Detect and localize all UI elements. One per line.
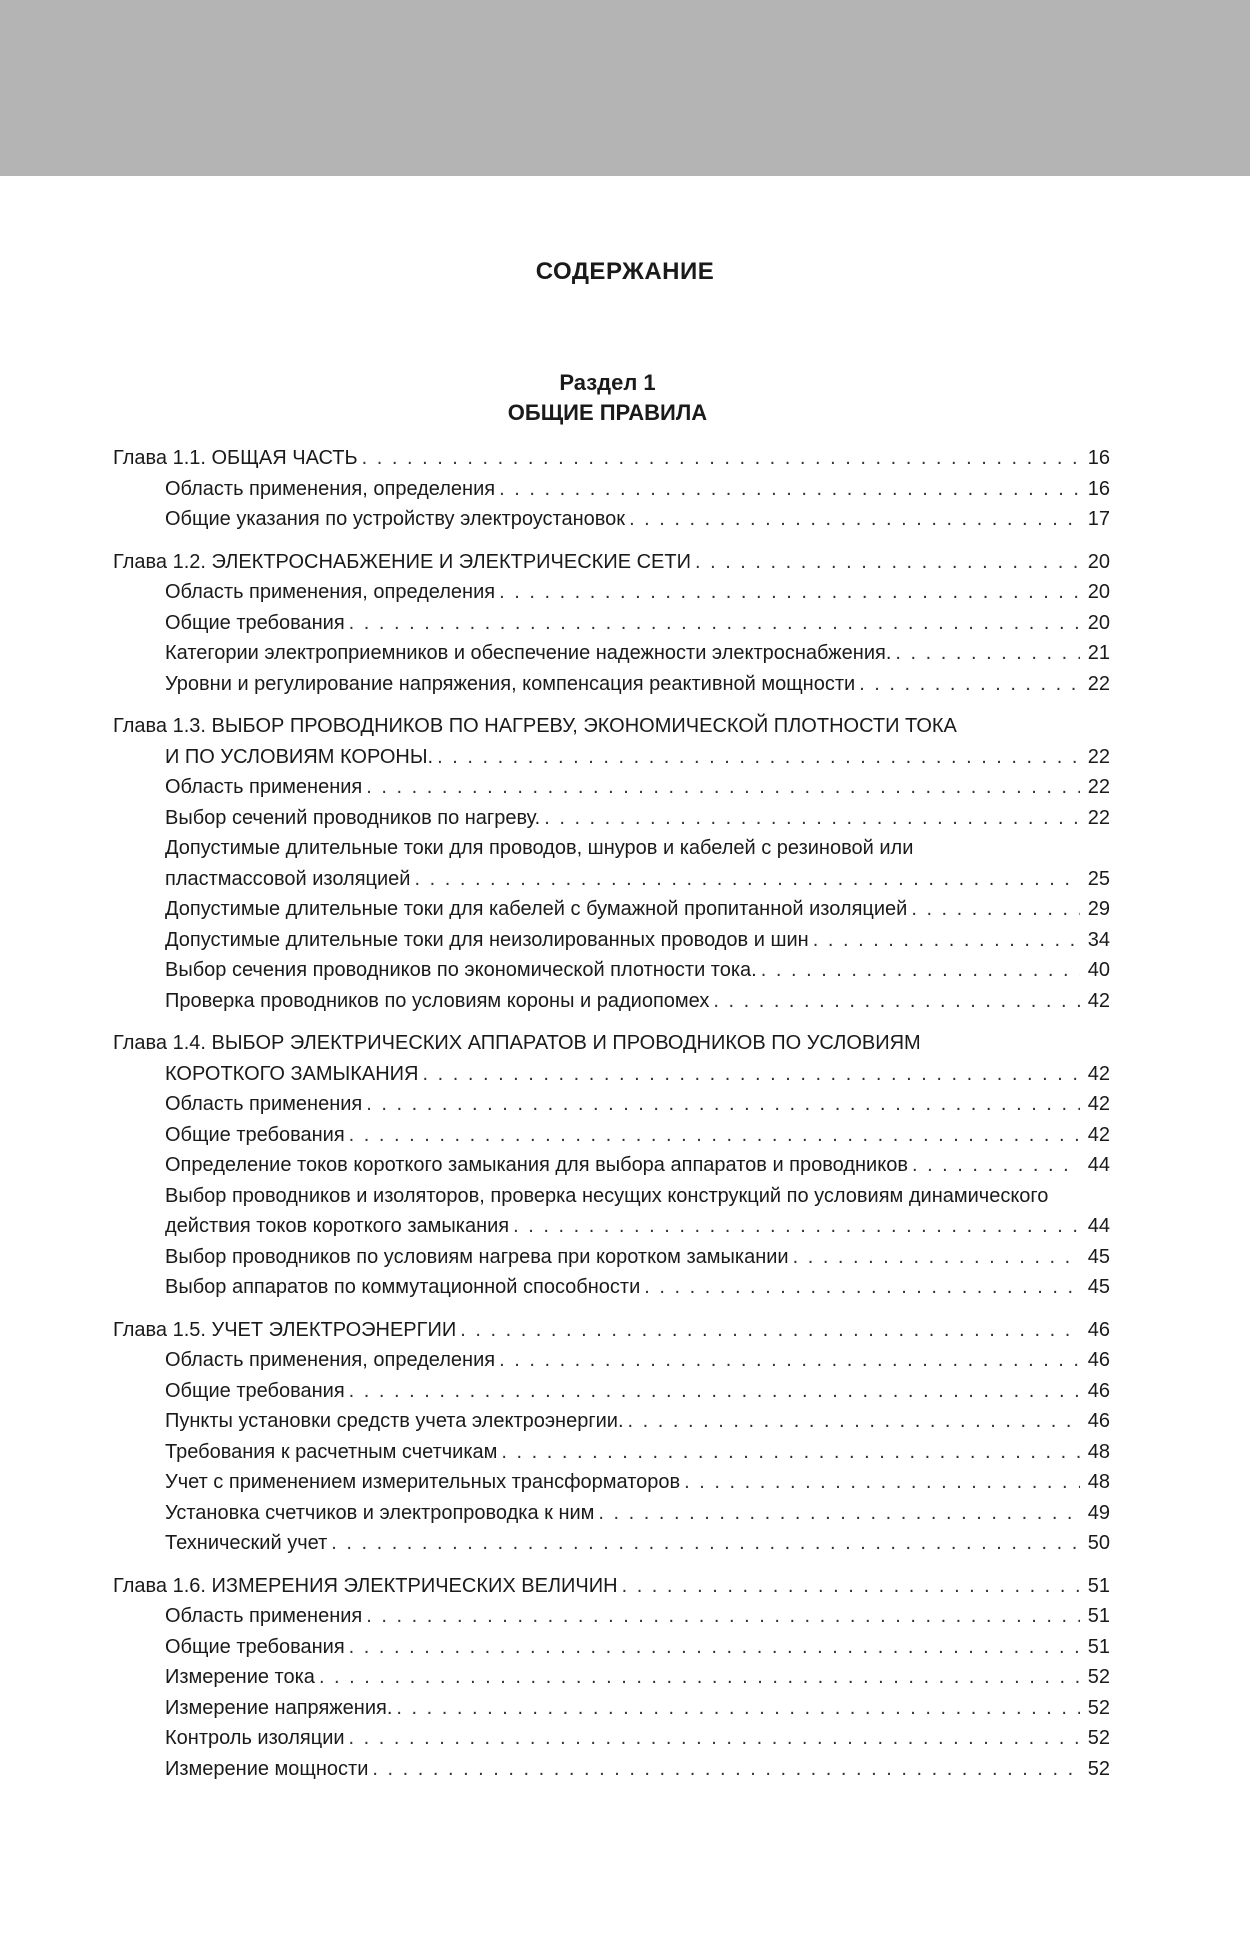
page-title: СОДЕРЖАНИЕ bbox=[535, 258, 715, 285]
toc-chapter-heading-row[interactable] bbox=[113, 1315, 1110, 1346]
dot-leader bbox=[713, 986, 1080, 1017]
toc-entry-text: Категории электроприемников и обеспечение надежности электроснабжения. bbox=[165, 642, 892, 664]
page-number: 49 bbox=[1087, 1501, 1110, 1524]
toc-entry-text: Область применения bbox=[165, 776, 363, 798]
dot-leader bbox=[793, 1242, 1080, 1273]
page-number: 44 bbox=[1087, 1154, 1110, 1176]
toc-chapter bbox=[113, 443, 1110, 535]
toc-entry-text: Общие указания по устройству электроустановок bbox=[165, 508, 626, 530]
page-number: 21 bbox=[1087, 642, 1110, 664]
toc-chapter-heading-row[interactable] bbox=[113, 443, 1110, 474]
toc-entry-text: Проверка проводников по условиям короны и радиопомех bbox=[165, 989, 710, 1012]
page-number: 46 bbox=[1087, 1379, 1110, 1402]
page-number: 22 bbox=[1087, 776, 1110, 798]
table-of-contents bbox=[113, 443, 1110, 1796]
toc-entry-text: Общие требования bbox=[165, 611, 345, 634]
toc-entry-row[interactable] bbox=[113, 504, 1110, 535]
page-number: 46 bbox=[1087, 1318, 1110, 1341]
dot-leader bbox=[319, 1662, 1080, 1693]
dot-leader bbox=[813, 925, 1080, 956]
page-number: 22 bbox=[1087, 745, 1110, 768]
dot-leader bbox=[460, 1315, 1080, 1346]
page-number: 25 bbox=[1087, 867, 1110, 890]
toc-entry-row[interactable] bbox=[113, 1181, 1110, 1212]
dot-leader bbox=[349, 1120, 1080, 1151]
toc-entry-text: пластмассовой изоляцией bbox=[165, 867, 411, 890]
toc-chapter bbox=[113, 547, 1110, 700]
toc-entry-text: Область применения, определения bbox=[165, 477, 496, 500]
toc-entry-text: Технический учет bbox=[165, 1532, 328, 1554]
page-number: 20 bbox=[1087, 550, 1110, 573]
toc-entry-row[interactable] bbox=[113, 1120, 1110, 1151]
page-number: 17 bbox=[1087, 508, 1110, 530]
toc-entry-row[interactable] bbox=[113, 772, 1110, 803]
page-number: 45 bbox=[1087, 1245, 1110, 1268]
toc-entry-row[interactable] bbox=[113, 1345, 1110, 1376]
toc-entry-row[interactable] bbox=[113, 577, 1110, 608]
section-title: ОБЩИЕ ПРАВИЛА bbox=[507, 400, 708, 425]
toc-entry-text: Выбор проводников по условиям нагрева при коротком замыкании bbox=[165, 1245, 789, 1268]
dot-leader bbox=[501, 1437, 1080, 1468]
dot-leader bbox=[598, 1498, 1080, 1529]
toc-chapter-heading: Глава 1.5. УЧЕТ ЭЛЕКТРОЭНЕРГИИ bbox=[113, 1318, 457, 1341]
dot-leader bbox=[629, 504, 1080, 535]
dot-leader bbox=[911, 894, 1080, 925]
toc-entry-text: Выбор аппаратов по коммутационной способности bbox=[165, 1276, 641, 1298]
page-number: 51 bbox=[1087, 1605, 1110, 1627]
toc-entry-row[interactable] bbox=[113, 1754, 1110, 1785]
dot-leader bbox=[644, 1272, 1080, 1303]
toc-entry-text: Выбор проводников и изоляторов, проверка несущих конструкций по условиям динамического bbox=[165, 1184, 1049, 1207]
dot-leader bbox=[499, 474, 1080, 505]
toc-entry-row[interactable] bbox=[113, 1437, 1110, 1468]
dot-leader bbox=[695, 547, 1080, 578]
toc-chapter-heading: Глава 1.1. ОБЩАЯ ЧАСТЬ bbox=[113, 447, 358, 469]
dot-leader bbox=[437, 742, 1080, 773]
page-number: 22 bbox=[1087, 672, 1110, 695]
page-number: 52 bbox=[1087, 1727, 1110, 1749]
toc-entry-row[interactable] bbox=[113, 1089, 1110, 1120]
toc-entry-text: Измерение напряжения. bbox=[165, 1696, 393, 1719]
page-number: 16 bbox=[1087, 477, 1110, 500]
dot-leader bbox=[684, 1467, 1080, 1498]
toc-entry-row[interactable] bbox=[113, 925, 1110, 956]
dot-leader bbox=[349, 1376, 1080, 1407]
toc-entry-text: Контроль изоляции bbox=[165, 1727, 345, 1749]
toc-entry-text: Измерение мощности bbox=[165, 1757, 369, 1780]
page-number: 16 bbox=[1087, 447, 1110, 469]
toc-entry-text: Установка счетчиков и электропроводка к ним bbox=[165, 1501, 595, 1524]
toc-entry-text: Требования к расчетным счетчикам bbox=[165, 1440, 498, 1463]
dot-leader bbox=[396, 1693, 1080, 1724]
toc-entry-row[interactable] bbox=[113, 1272, 1110, 1303]
page-number: 48 bbox=[1087, 1471, 1110, 1493]
page-number: 20 bbox=[1087, 611, 1110, 634]
dot-leader bbox=[912, 1150, 1080, 1181]
dot-leader bbox=[499, 577, 1080, 608]
toc-chapter-heading-row[interactable] bbox=[113, 1571, 1110, 1602]
toc-entry-text: Область применения, определения bbox=[165, 581, 496, 603]
dot-leader bbox=[331, 1528, 1080, 1559]
toc-entry-row[interactable] bbox=[113, 608, 1110, 639]
toc-entry-row[interactable] bbox=[113, 833, 1110, 864]
toc-entry-text: Область применения bbox=[165, 1605, 363, 1627]
dot-leader bbox=[349, 1632, 1080, 1663]
toc-entry-text: Допустимые длительные токи для кабелей с бумажной пропитанной изоляцией bbox=[165, 898, 908, 920]
toc-chapter-heading: Глава 1.3. ВЫБОР ПРОВОДНИКОВ ПО НАГРЕВУ, ЭКОНОМИЧЕСКОЙ ПЛОТНОСТИ ТОКА bbox=[113, 715, 957, 737]
dot-leader bbox=[349, 1723, 1080, 1754]
toc-entry-text: Пункты установки средств учета электроэнергии. bbox=[165, 1410, 624, 1432]
toc-entry-text: Выбор сечения проводников по экономической плотности тока. bbox=[165, 959, 757, 981]
toc-entry-text: Допустимые длительные токи для проводов, шнуров и кабелей с резиновой или bbox=[165, 837, 914, 859]
page-number: 42 bbox=[1087, 989, 1110, 1012]
toc-entry-row[interactable] bbox=[113, 1467, 1110, 1498]
page-number: 50 bbox=[1087, 1532, 1110, 1554]
toc-entry-text: Уровни и регулирование напряжения, компенсация реактивной мощности bbox=[165, 672, 856, 695]
toc-chapter-heading-row[interactable] bbox=[113, 1028, 1110, 1059]
toc-chapter-heading-row[interactable] bbox=[113, 547, 1110, 578]
page-number: 51 bbox=[1087, 1574, 1110, 1597]
dot-leader bbox=[859, 669, 1080, 700]
page-number: 52 bbox=[1087, 1696, 1110, 1719]
toc-entry-text: Измерение тока bbox=[165, 1666, 315, 1688]
dot-leader bbox=[372, 1754, 1080, 1785]
toc-entry-row[interactable] bbox=[113, 474, 1110, 505]
toc-entry-text: Определение токов короткого замыкания для выбора аппаратов и проводников bbox=[165, 1154, 908, 1176]
toc-chapter-heading: Глава 1.4. ВЫБОР ЭЛЕКТРИЧЕСКИХ АППАРАТОВ И ПРОВОДНИКОВ ПО УСЛОВИЯМ bbox=[113, 1032, 921, 1054]
toc-entry-row[interactable] bbox=[113, 864, 1110, 895]
toc-chapter-heading: И ПО УСЛОВИЯМ КОРОНЫ. bbox=[165, 745, 434, 768]
toc-entry-row[interactable] bbox=[113, 1242, 1110, 1273]
page-number: 42 bbox=[1087, 1123, 1110, 1146]
page-number: 52 bbox=[1087, 1757, 1110, 1780]
toc-chapter bbox=[113, 1028, 1110, 1303]
toc-chapter-heading-row[interactable] bbox=[113, 711, 1110, 742]
toc-entry-row[interactable] bbox=[113, 1406, 1110, 1437]
toc-entry-row[interactable] bbox=[113, 894, 1110, 925]
page-number: 34 bbox=[1087, 928, 1110, 951]
toc-entry-text: Общие требования bbox=[165, 1379, 345, 1402]
toc-entry-row[interactable] bbox=[113, 803, 1110, 834]
toc-chapter-heading: Глава 1.2. ЭЛЕКТРОСНАБЖЕНИЕ И ЭЛЕКТРИЧЕСКИЕ СЕТИ bbox=[113, 550, 691, 573]
dot-leader bbox=[622, 1571, 1080, 1602]
page-number: 51 bbox=[1087, 1635, 1110, 1658]
dot-leader bbox=[366, 772, 1080, 803]
toc-entry-text: Область применения bbox=[165, 1093, 363, 1115]
toc-entry-row[interactable] bbox=[113, 1723, 1110, 1754]
toc-entry-row[interactable] bbox=[113, 1601, 1110, 1632]
toc-entry-row[interactable] bbox=[113, 1376, 1110, 1407]
toc-entry-row[interactable] bbox=[113, 638, 1110, 669]
dot-leader bbox=[423, 1059, 1081, 1090]
toc-entry-text: Общие требования bbox=[165, 1635, 345, 1658]
dot-leader bbox=[366, 1089, 1080, 1120]
page-number: 46 bbox=[1087, 1410, 1110, 1432]
page-number: 48 bbox=[1087, 1440, 1110, 1463]
page-number: 52 bbox=[1087, 1666, 1110, 1688]
toc-chapter-heading: КОРОТКОГО ЗАМЫКАНИЯ bbox=[165, 1062, 419, 1085]
toc-entry-text: Область применения, определения bbox=[165, 1349, 496, 1371]
toc-entry-row[interactable] bbox=[113, 1528, 1110, 1559]
dot-leader bbox=[628, 1406, 1080, 1437]
toc-chapter bbox=[113, 711, 1110, 1016]
page-number: 44 bbox=[1087, 1215, 1110, 1237]
dot-leader bbox=[362, 443, 1080, 474]
page-number: 40 bbox=[1087, 959, 1110, 981]
toc-entry-row[interactable] bbox=[113, 1662, 1110, 1693]
toc-entry-row[interactable] bbox=[113, 1693, 1110, 1724]
toc-entry-row[interactable] bbox=[113, 1632, 1110, 1663]
page-number: 22 bbox=[1087, 806, 1110, 829]
page-number: 29 bbox=[1087, 898, 1110, 920]
dot-leader bbox=[544, 803, 1080, 834]
dot-leader bbox=[513, 1211, 1080, 1242]
toc-entry-row[interactable] bbox=[113, 986, 1110, 1017]
dot-leader bbox=[499, 1345, 1080, 1376]
toc-chapter-heading: Глава 1.6. ИЗМЕРЕНИЯ ЭЛЕКТРИЧЕСКИХ ВЕЛИЧИН bbox=[113, 1574, 618, 1597]
toc-entry-row[interactable] bbox=[113, 669, 1110, 700]
dot-leader bbox=[366, 1601, 1080, 1632]
page-number: 46 bbox=[1087, 1349, 1110, 1371]
toc-entry-text: действия токов короткого замыкания bbox=[165, 1215, 510, 1237]
toc-entry-row[interactable] bbox=[113, 1498, 1110, 1529]
toc-entry-row[interactable] bbox=[113, 955, 1110, 986]
toc-chapter-heading-row[interactable] bbox=[113, 742, 1110, 773]
toc-entry-row[interactable] bbox=[113, 1150, 1110, 1181]
dot-leader bbox=[414, 864, 1080, 895]
toc-entry-row[interactable] bbox=[113, 1211, 1110, 1242]
toc-chapter bbox=[113, 1315, 1110, 1559]
page-number: 42 bbox=[1087, 1062, 1110, 1085]
toc-chapter bbox=[113, 1571, 1110, 1785]
dot-leader bbox=[349, 608, 1080, 639]
toc-entry-text: Выбор сечений проводников по нагреву. bbox=[165, 806, 541, 829]
section-number: Раздел 1 bbox=[559, 370, 656, 395]
toc-entry-text: Допустимые длительные токи для неизолированных проводов и шин bbox=[165, 928, 809, 951]
top-gray-band bbox=[0, 0, 1250, 176]
toc-chapter-heading-row[interactable] bbox=[113, 1059, 1110, 1090]
toc-entry-text: Общие требования bbox=[165, 1123, 345, 1146]
dot-leader bbox=[761, 955, 1080, 986]
page-number: 20 bbox=[1087, 581, 1110, 603]
toc-entry-text: Учет с применением измерительных трансформаторов bbox=[165, 1471, 681, 1493]
dot-leader bbox=[895, 638, 1080, 669]
page-number: 45 bbox=[1087, 1276, 1110, 1298]
page-number: 42 bbox=[1087, 1093, 1110, 1115]
